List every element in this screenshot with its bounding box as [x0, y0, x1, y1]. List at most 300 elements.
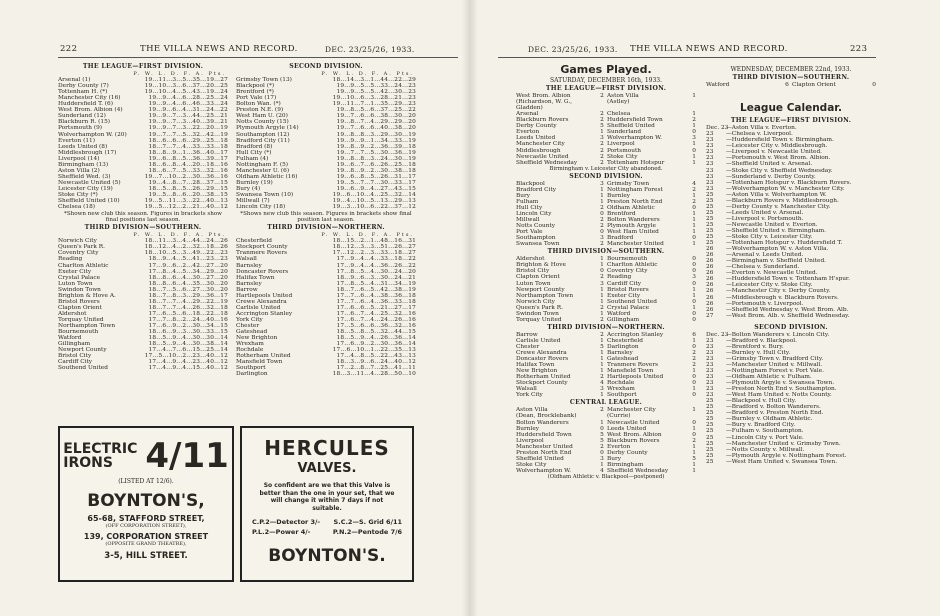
- fixture-match: —Wolverhampton W. v. Manchester City.: [726, 185, 845, 192]
- first-division-table: [58, 77, 228, 210]
- team-record: 18...5...9...4...30...38...14: [148, 341, 228, 348]
- fixture-match: —Brentford v. Bury.: [726, 343, 784, 350]
- away-team: Southend United: [607, 298, 657, 305]
- away-team: Bournemouth: [607, 256, 648, 263]
- away-team: Manchester United: [607, 241, 664, 248]
- team-record: 17...12...2...3...33...18...27: [332, 250, 416, 257]
- team-record: 19...7...7...5...30...36...19: [336, 149, 416, 156]
- team-record: 19...3...10...6...22...37...12: [332, 204, 416, 211]
- away-team: West Ham United: [607, 229, 659, 236]
- team-name: Clapton Orient: [58, 304, 102, 311]
- fixture-match: —Leicester City v. Middlesbrough.: [726, 143, 828, 150]
- home-score: 1: [600, 337, 604, 344]
- calendar-second-heading: SECOND DIVISION.: [754, 323, 828, 331]
- team-record: 18...7...7...4...33...33...18: [148, 143, 228, 150]
- team-record: 19...11...3...5...35...19...27: [144, 77, 228, 84]
- home-score: 1: [600, 392, 604, 399]
- home-score: 6: [785, 82, 789, 89]
- third-south-heading: THIRD DIVISION—SOUTHERN.: [84, 224, 202, 232]
- standings-row: [236, 204, 416, 210]
- team-record: 17...4...9...4...15...40...12: [148, 365, 228, 372]
- team-name: Brentford (*): [236, 89, 274, 96]
- team-record: 18...6...8...4...20...18...16: [148, 161, 228, 168]
- games-central-note: (Oldham Athletic v. Blackpool—postponed): [547, 473, 665, 480]
- away-team: Gateshead: [607, 356, 639, 363]
- team-name: Lincoln City (18): [236, 204, 286, 211]
- home-team: Wolverhampton W.: [516, 467, 571, 474]
- home-score: 1: [600, 129, 604, 136]
- team-name: Aston Villa (2): [58, 167, 100, 174]
- fixture-match: —Tottenham Hotspur v. Huddersfield T.: [726, 240, 843, 247]
- home-score: 2: [600, 304, 604, 311]
- fixture-match: —Birmingham v. Sheffield United.: [726, 258, 827, 265]
- away-team: Brentford: [607, 210, 636, 217]
- away-team: Grimsby Town: [607, 180, 650, 187]
- home-score: 2: [600, 316, 604, 323]
- team-name: Walsall: [236, 256, 257, 263]
- away-score: 1: [692, 229, 696, 236]
- team-record: 19...4...8...7...28...37...15: [148, 179, 228, 186]
- team-record: 18...8...6...4...30...27...20: [148, 274, 228, 281]
- home-score: 2: [600, 331, 604, 338]
- home-score: 2: [600, 117, 604, 124]
- home-score: 1: [600, 198, 604, 205]
- team-name: Aldershot: [58, 310, 87, 317]
- fixture-match: —Newcastle United v. Everton.: [726, 221, 818, 228]
- team-record: 19...8...7...4...29...29...20: [336, 119, 416, 126]
- fixture-date: 25: [706, 404, 714, 411]
- team-record: 19...6...9...4...27...43...15: [336, 185, 416, 192]
- header-rule: [498, 57, 876, 58]
- fixture-date: 27: [706, 312, 714, 319]
- fixture-date: 25: [706, 398, 714, 405]
- away-score: 1: [692, 153, 696, 160]
- team-name: New Brighton: [236, 335, 278, 342]
- wednesday-division: THIRD DIVISION—SOUTHERN.: [732, 74, 850, 82]
- fixture-match: —Huddersfield Town v. Birmingham.: [726, 137, 834, 144]
- home-team: Crewe Alexandra: [516, 350, 567, 357]
- home-score: 3: [600, 180, 604, 187]
- team-record: 19...9...5...5...42...30...23: [336, 89, 416, 96]
- home-team: (Richardson, W. G.,: [516, 99, 573, 106]
- team-name: Watford: [58, 335, 82, 342]
- home-score: 5: [600, 431, 604, 438]
- away-score: 1: [692, 93, 696, 100]
- home-score: 1: [600, 310, 604, 317]
- home-team: Manchester City: [516, 141, 565, 148]
- team-record: 19...7...6...6...38...30...20: [336, 113, 416, 120]
- right-column-2: [706, 66, 876, 465]
- team-record: 19...9...4...6...28...25...24: [148, 95, 228, 102]
- team-name: Blackpool (*): [236, 83, 275, 90]
- team-record: 17...5...6...6...36...32...16: [336, 322, 416, 329]
- home-score: 1: [600, 368, 604, 375]
- team-record: 17...8...5...4...30...24...20: [336, 268, 416, 275]
- fixture-match: —Bury v. Bradford City.: [726, 422, 796, 429]
- team-name: Halifax Town: [236, 274, 275, 281]
- games-central-heading: CENTRAL LEAGUE.: [569, 399, 643, 407]
- team-record: 17...4...9...4...23...40...12: [148, 359, 228, 366]
- games-third-north-heading: THIRD DIVISION—NORTHERN.: [547, 323, 665, 331]
- fixture-match: —Liverpool v. Newcastle United.: [726, 149, 823, 156]
- away-team: Tranmere Rovers: [607, 362, 659, 369]
- away-team: Barnsley: [607, 350, 633, 357]
- team-record: 17...6...6...5...21...27...17: [336, 304, 416, 311]
- team-name: Chesterfield: [236, 238, 272, 245]
- team-name: Manchester U. (6): [236, 167, 290, 174]
- home-team: New Brighton: [516, 368, 558, 375]
- games-played-title: Games Played.: [560, 63, 652, 76]
- away-score: 0: [692, 262, 696, 269]
- away-score: 4: [692, 180, 696, 187]
- away-team: Oldham Athletic: [607, 204, 655, 211]
- team-name: Barnsley: [236, 280, 262, 287]
- fixture-date: 23: [706, 361, 714, 368]
- fixture-date: 23: [706, 161, 714, 168]
- fixture-date: 26: [706, 306, 714, 313]
- team-name: Burnley (19): [236, 179, 273, 186]
- team-record: 18...10...5...3...49...22...23: [144, 250, 228, 257]
- team-name: Grimsby Town (13): [236, 77, 292, 84]
- third-south-cols: P. W. L. D. F. A. Pts.: [133, 232, 226, 239]
- team-name: Charlton Athletic: [58, 262, 109, 269]
- away-team: Everton: [607, 443, 631, 450]
- team-name: Hull City (*): [236, 149, 272, 156]
- fixture-date: 26: [706, 282, 714, 289]
- away-score: 1: [692, 223, 696, 230]
- fixture-date: 23: [706, 343, 714, 350]
- ad-detector-price: C.P.2—Detector 3/-: [252, 518, 321, 526]
- hercules-valves-ad: [240, 426, 414, 582]
- left-column-1: [58, 62, 228, 371]
- home-team: Burnley: [516, 425, 540, 432]
- wednesday-result: [706, 82, 876, 88]
- home-score: 2: [600, 274, 604, 281]
- home-score: 3: [600, 135, 604, 142]
- away-score: 1: [692, 386, 696, 393]
- team-record: 17...7...8...2...24...40...16: [148, 316, 228, 323]
- home-score: 1: [600, 350, 604, 357]
- fixture-match: —Leicester City v. Stoke City.: [726, 282, 813, 289]
- away-team: Accrington Stanley: [607, 331, 664, 338]
- team-name: Crewe Alexandra: [236, 298, 287, 305]
- away-team: Portsmouth: [607, 147, 642, 154]
- home-team: Northampton Town: [516, 292, 574, 299]
- team-name: Luton Town: [58, 280, 93, 287]
- fixture-date: 23: [706, 137, 714, 144]
- standings-row: [58, 365, 228, 371]
- team-name: Bury (4): [236, 185, 261, 192]
- fixture-match: —Preston North End v. Southampton.: [726, 386, 837, 393]
- result-row: [516, 160, 696, 166]
- ad-boyntons-name: BOYNTON'S,: [87, 491, 205, 511]
- wednesday-date: WEDNESDAY, DECEMBER 22nd, 1933.: [730, 66, 852, 73]
- team-name: Reading: [58, 256, 83, 263]
- away-team: Derby County: [607, 449, 648, 456]
- fixture-date: 25: [706, 234, 714, 241]
- home-score: 2: [600, 147, 604, 154]
- home-team: Queen's Park R.: [516, 304, 563, 311]
- games-second-results: [516, 181, 696, 248]
- first-division-note: *Shown new club this season. Figures in brackets show final positions last season.: [64, 211, 222, 224]
- running-date: DEC. 23/25/26, 1933.: [528, 45, 618, 54]
- fixture-date: 25: [706, 428, 714, 435]
- home-team: York City: [516, 392, 543, 399]
- home-score: 3: [600, 235, 604, 242]
- team-record: 19...6...8...5...36...39...17: [148, 155, 228, 162]
- home-team: Brighton & Hove: [516, 262, 566, 269]
- fixture-date: 25: [706, 215, 714, 222]
- home-score: 5: [600, 437, 604, 444]
- team-record: 17...8...4...5...34...29...20: [148, 268, 228, 275]
- home-score: 1: [600, 298, 604, 305]
- ad-address-2: 139, CORPORATION STREET: [83, 532, 209, 541]
- team-record: 17...6...9...2...30...36...14: [336, 341, 416, 348]
- fixture-date: 25: [706, 191, 714, 198]
- fixture-date: Dec. 23: [706, 125, 729, 132]
- away-score: 0: [692, 316, 696, 323]
- fixture-match: —Portsmouth v. West Brom. Albion.: [726, 155, 831, 162]
- away-team: Exeter City: [607, 292, 641, 299]
- home-team: Notts County: [516, 223, 556, 230]
- home-team: Bradford City: [516, 186, 557, 193]
- away-team: Newcastle United: [607, 419, 660, 426]
- fixture-match: —Sheffield Wednesday v. West Brom. Alb.: [726, 306, 849, 313]
- fixture-date: 23: [706, 392, 714, 399]
- team-name: Rochdale: [236, 347, 264, 354]
- away-team: Reading: [607, 274, 632, 281]
- away-team: Wolverhampton W.: [607, 135, 662, 142]
- home-score: 1: [600, 192, 604, 199]
- away-score: 1: [692, 241, 696, 248]
- away-score: 1: [692, 461, 696, 468]
- games-first-results: [516, 93, 696, 166]
- ad-irons-label: IRONS: [63, 455, 113, 471]
- away-team: Hartlepools United: [607, 374, 664, 381]
- away-team: Cardiff City: [607, 280, 642, 287]
- fixture-date: 26: [706, 258, 714, 265]
- standings-row: [58, 204, 228, 210]
- ad-address-1: 65-68, STAFFORD STREET,: [87, 514, 205, 523]
- result-row: [516, 241, 696, 247]
- team-name: Cardiff City: [58, 359, 93, 366]
- away-team: Birmingham: [607, 461, 644, 468]
- fixture-date: 23: [706, 149, 714, 156]
- second-division-heading: SECOND DIVISION.: [289, 63, 363, 70]
- home-score: 1: [600, 262, 604, 269]
- team-name: Doncaster Rovers: [236, 268, 289, 275]
- home-team: Port Vale: [516, 229, 543, 236]
- team-name: Gillingham: [58, 341, 91, 348]
- team-record: 18...5...9...4...30...30...14: [148, 335, 228, 342]
- fixture-date: 23: [706, 155, 714, 162]
- fixture-match: —Manchester United v. Grimsby Town.: [726, 440, 841, 447]
- team-record: 18...8...9...1...36...40...17: [148, 149, 228, 156]
- team-record: 19...9...7...3...40...39...21: [148, 119, 228, 126]
- team-name: Chester: [236, 322, 260, 329]
- team-record: 17...5...10...2...23...40...12: [144, 353, 228, 360]
- team-name: Torquay United: [58, 316, 104, 323]
- page-number: 222: [60, 44, 78, 54]
- fixture-date: 25: [706, 209, 714, 216]
- team-name: Gateshead: [236, 329, 268, 336]
- team-record: 19...10...6...3...28...21...23: [332, 95, 416, 102]
- home-score: 5: [600, 123, 604, 130]
- fixture-match: —Aston Villa v. Wolverhampton W.: [726, 191, 827, 198]
- standings-row: [236, 371, 416, 377]
- team-name: Bristol City: [58, 353, 92, 360]
- home-score: 2: [600, 141, 604, 148]
- team-record: 17...6...10...1...22...35...13: [332, 347, 416, 354]
- away-team: Bury: [607, 455, 622, 462]
- team-record: 19...7...7...5...32...42...19: [148, 131, 228, 138]
- team-record: 19...8...8...3...29...30...19: [336, 131, 416, 138]
- fixture-match: —Grimsby Town v. Bradford City.: [726, 355, 824, 362]
- away-team: Blackburn Rovers: [607, 437, 660, 444]
- third-south-table: [58, 238, 228, 371]
- away-team: Leeds United: [607, 425, 647, 432]
- ad-boyntons-footer: BOYNTON'S.: [268, 546, 386, 566]
- home-team: Fulham: [516, 198, 539, 205]
- team-name: Leicester City (19): [58, 185, 113, 192]
- ad-address-3: 3-5, HILL STREET.: [104, 551, 188, 561]
- team-record: 18...8...6...4...35...30...20: [148, 280, 228, 287]
- team-name: Newcastle United (5): [58, 179, 121, 186]
- fixture-date: 23: [706, 337, 714, 344]
- games-second-heading: SECOND DIVISION.: [569, 172, 643, 180]
- away-score: 2: [692, 350, 696, 357]
- team-name: Blackburn R. (15): [58, 119, 111, 126]
- team-record: 17...7...6...4...36...33...18: [336, 298, 416, 305]
- home-team: Walsall: [516, 386, 537, 393]
- away-score: 0: [872, 82, 876, 89]
- fixture-date: 23: [706, 179, 714, 186]
- team-name: Sheffield Wed. (3): [58, 173, 111, 180]
- team-record: 19...6...8...5...26...31...17: [336, 173, 416, 180]
- fixture-date: 25: [706, 240, 714, 247]
- home-score: 1: [600, 461, 604, 468]
- team-name: Rotherham United: [236, 353, 291, 360]
- fixture-date: 25: [706, 227, 714, 234]
- away-team: Rochdale: [607, 380, 635, 387]
- team-record: 19...7...10...2...30...36...16: [144, 173, 228, 180]
- home-score: 2: [600, 159, 604, 166]
- home-team: Halifax Town: [516, 362, 555, 369]
- header-rule: [58, 57, 458, 58]
- away-score: 1: [692, 192, 696, 199]
- away-score: 1: [692, 217, 696, 224]
- team-record: 19...5...11...3...22...40...13: [144, 198, 228, 205]
- team-record: 17...4...7...6...15...25...14: [148, 347, 228, 354]
- home-score: 2: [600, 217, 604, 224]
- team-name: Liverpool (14): [58, 155, 100, 162]
- fixture-date: 25: [706, 458, 714, 465]
- first-division-cols: P. W. L. D. F. A. Pts.: [133, 71, 226, 78]
- team-name: Port Vale (17): [236, 95, 277, 102]
- third-north-table: [236, 238, 416, 377]
- team-name: Northampton Town: [58, 322, 116, 329]
- home-score: 0: [600, 229, 604, 236]
- team-name: Huddersfield T. (6): [58, 101, 114, 108]
- fixture-match: —Blackburn Rovers v. Middlesbrough.: [726, 197, 839, 204]
- away-score: 0: [692, 204, 696, 211]
- home-score: 1: [600, 362, 604, 369]
- team-record: 18...5...9...4...26...36...14: [336, 335, 416, 342]
- home-score: 3: [600, 280, 604, 287]
- away-team: Mansfield Town: [607, 368, 654, 375]
- league-calendar-title: League Calendar.: [740, 102, 842, 115]
- away-team: Sheffield Wednesday: [607, 467, 669, 474]
- away-team: Huddersfield Town: [607, 117, 663, 124]
- team-record: 19...5...12...2...21...40...12: [144, 204, 228, 211]
- away-score: 0: [692, 268, 696, 275]
- team-name: Sunderland (12): [58, 113, 106, 120]
- fixture-match: —Derby County v. Manchester City.: [726, 203, 831, 210]
- away-score: 0: [692, 343, 696, 350]
- team-name: Bradford (8): [236, 143, 273, 150]
- away-score: 0: [692, 280, 696, 287]
- running-title: THE VILLA NEWS AND RECORD.: [630, 44, 788, 54]
- home-score: 1: [600, 256, 604, 263]
- fixture-date: 23: [706, 131, 714, 138]
- team-name: Stoke City (*): [58, 191, 98, 198]
- fixture-date: 23: [706, 173, 714, 180]
- away-score: 0: [692, 129, 696, 136]
- away-team: Aston Villa: [607, 93, 639, 100]
- home-score: 1: [600, 292, 604, 299]
- team-record: 19...6...10...4...25...32...14: [332, 191, 416, 198]
- away-score: 2: [692, 356, 696, 363]
- fixture-row: [706, 313, 876, 319]
- team-name: Everton (11): [58, 137, 96, 144]
- games-third-south-heading: THIRD DIVISION—SOUTHERN.: [547, 248, 665, 256]
- fixture-date: 23: [706, 386, 714, 393]
- fixture-match: —Middlesbrough v. Blackburn Rovers.: [726, 294, 839, 301]
- away-score: 1: [692, 210, 696, 217]
- fixture-match: —Arsenal v. Leeds United.: [726, 252, 804, 259]
- team-record: 18...15...2...1...48...16...31: [332, 238, 416, 245]
- home-team: Preston North End: [516, 449, 572, 456]
- ad-body-text: So confident are we that this Valve is better than the one in your set, that we will change it within 7 days if not suitable.: [259, 482, 395, 512]
- away-score: 0: [692, 235, 696, 242]
- ad-address-2-note: (OPPOSITE GRAND THEATRE),: [105, 541, 187, 547]
- team-record: 18...5...8...5...26...29...15: [148, 185, 228, 192]
- fixture-date: 25: [706, 446, 714, 453]
- fixture-match: —Oldham Athletic v. Fulham.: [726, 374, 812, 381]
- team-name: Norwich City: [58, 238, 97, 245]
- team-name: Oldham Athletic (16): [236, 173, 298, 180]
- team-record: 18...12...4...2...32...18...26: [144, 244, 228, 251]
- fixture-date: 23: [706, 349, 714, 356]
- fixture-date: 25: [706, 221, 714, 228]
- away-score: 6: [692, 331, 696, 338]
- team-record: 17...9...6...2...42...27...20: [148, 262, 228, 269]
- fixture-match: —Notts County v. Millwall.: [726, 446, 805, 453]
- home-team: Torquay United: [516, 316, 562, 323]
- team-record: 18...14...3...1...44...22...29: [332, 77, 416, 84]
- home-score: 0: [600, 210, 604, 217]
- away-score: 0: [692, 298, 696, 305]
- fixture-date: 26: [706, 276, 714, 283]
- team-record: 17...6...5...6...18...22...18: [148, 310, 228, 317]
- team-name: Swansea Town (10): [236, 191, 294, 198]
- fixture-match: —West Ham United v. Swansea Town.: [726, 458, 838, 465]
- team-name: Portsmouth (9): [58, 125, 103, 132]
- home-team: Stoke City: [516, 461, 547, 468]
- second-division-cols: P. W. L. D. F. A. Pts.: [321, 71, 414, 78]
- away-score: 1: [692, 111, 696, 118]
- team-name: Accrington Stanley: [236, 310, 293, 317]
